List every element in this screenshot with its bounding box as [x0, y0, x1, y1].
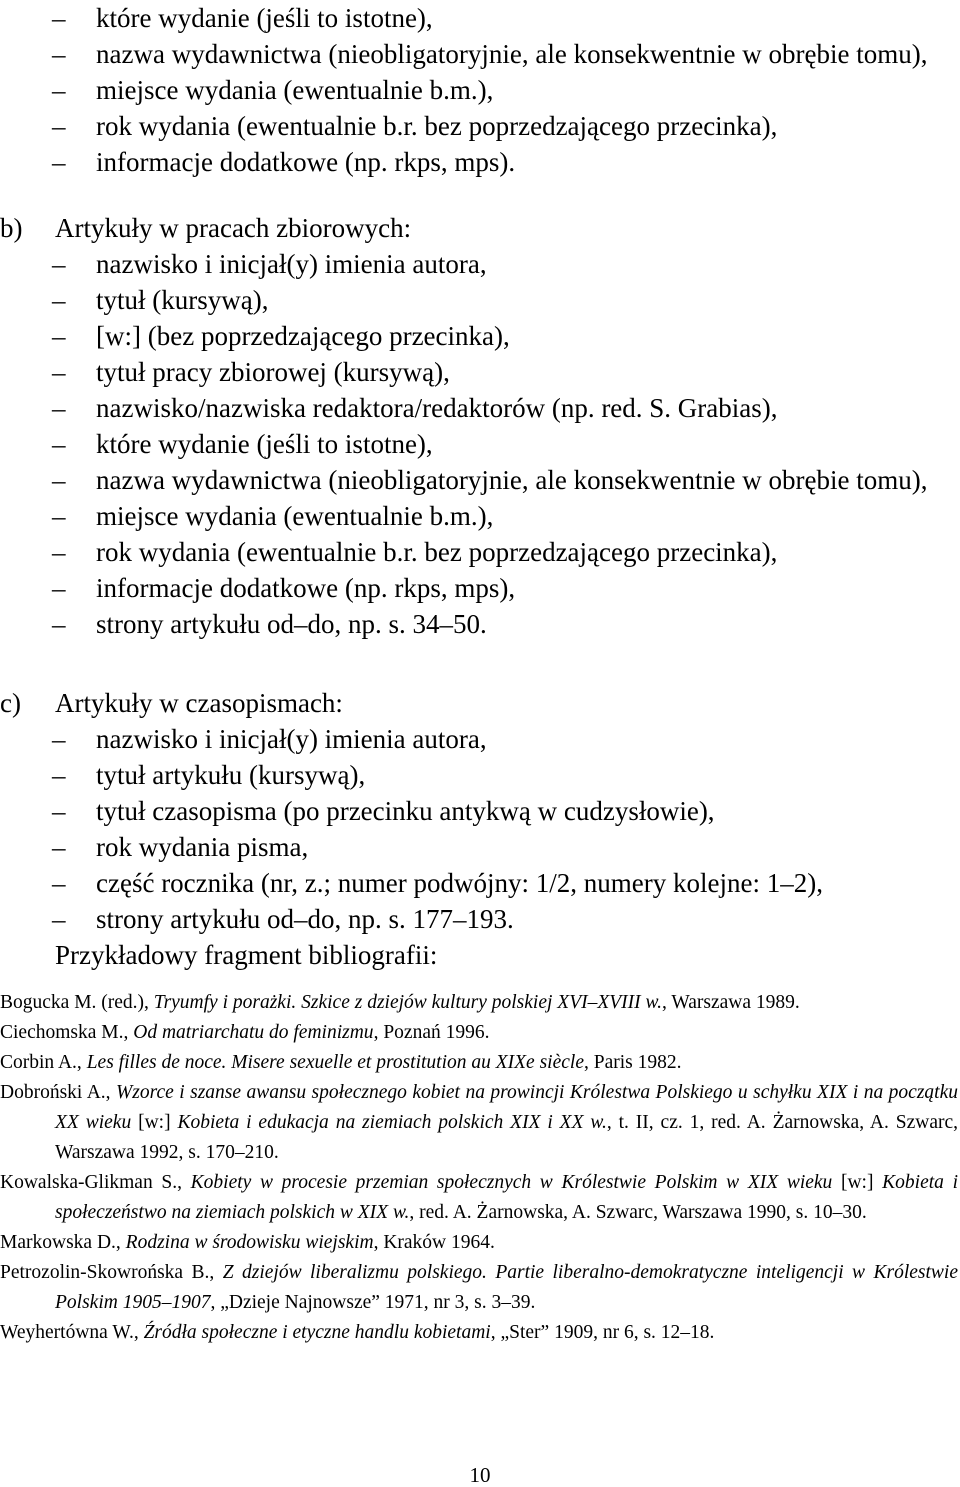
list-item-text: nazwa wydawnictwa (nieobligatoryjnie, ale konsekwentnie w obrębie tomu), [96, 465, 928, 495]
section-title: Artykuły w czasopismach: [55, 688, 343, 718]
list-item-text: nazwisko i inicjał(y) imienia autora, [96, 249, 487, 279]
entry-author: Dobroński A., [0, 1082, 117, 1103]
list-item [0, 498, 960, 534]
dash-bullet: – [52, 285, 66, 315]
bibliography-entry [0, 1318, 960, 1348]
entry-details: , red. A. Żarnowska, A. Szwarc, Warszawa 1990, s. 10–30. [409, 1202, 867, 1223]
dash-bullet: – [52, 609, 66, 639]
list-item [0, 72, 960, 108]
dash-bullet: – [52, 573, 66, 603]
list-item [0, 534, 960, 570]
entry-title: Rodzina w środowisku wiejskim [125, 1232, 374, 1253]
dash-bullet: – [52, 724, 66, 754]
list-item [0, 721, 960, 757]
entry-title: Les filles de noce. Misere sexuelle et prostitution au XIXe siècle [86, 1052, 584, 1073]
entry-details: , t. II, cz. 1, red. A. Żarnowska, A. Szwarc, Warszawa 1992, s. 170–210. [55, 1112, 959, 1163]
list-item [0, 282, 960, 318]
list-a-continuation [0, 0, 960, 180]
list-item-text: tytuł (kursywą), [96, 285, 269, 315]
dash-bullet: – [52, 904, 66, 934]
entry-title: Z dziejów liberalizmu polskiego. Partie liberalno-demokratyczne inteligencji w Królestwie Polskim 1905–1907 [55, 1262, 958, 1313]
dash-bullet: – [52, 39, 66, 69]
list-item-text: informacje dodatkowe (np. rkps, mps), [96, 573, 516, 603]
list-item [0, 793, 960, 829]
list-item [0, 570, 960, 606]
list-item-text: nazwisko i inicjał(y) imienia autora, [96, 724, 487, 754]
list-item-text: tytuł czasopisma (po przecinku antykwą w cudzysłowie), [96, 796, 715, 826]
entry-details: , „Ster” 1909, nr 6, s. 12–18. [490, 1322, 715, 1343]
list-item-text: część rocznika (nr, z.; numer podwójny: 1/2, numery kolejne: 1–2), [96, 868, 823, 898]
dash-bullet: – [52, 321, 66, 351]
dash-bullet: – [52, 3, 66, 33]
entry-collection-title: Kobieta i społeczeństwo na ziemiach polskich w XIX w. [55, 1172, 958, 1223]
dash-bullet: – [52, 537, 66, 567]
list-item-text: strony artykułu od–do, np. s. 177–193. [96, 904, 514, 934]
dash-bullet: – [52, 832, 66, 862]
list-item [0, 390, 960, 426]
list-item-text: informacje dodatkowe (np. rkps, mps). [96, 147, 516, 177]
bibliography-entry [0, 1168, 960, 1228]
list-item [0, 606, 960, 642]
dash-bullet: – [52, 249, 66, 279]
list-item-text: tytuł pracy zbiorowej (kursywą), [96, 357, 450, 387]
entry-author: Weyhertówna W., [0, 1322, 144, 1343]
entry-details: , Kraków 1964. [373, 1232, 495, 1253]
dash-bullet: – [52, 357, 66, 387]
list-item-text: miejsce wydania (ewentualnie b.m.), [96, 75, 494, 105]
dash-bullet: – [52, 501, 66, 531]
list-item-text: [w:] (bez poprzedzającego przecinka), [96, 321, 510, 351]
list-item [0, 0, 960, 36]
bibliography-entry [0, 988, 960, 1018]
list-item [0, 144, 960, 180]
list-item [0, 426, 960, 462]
entry-collection-title: Kobieta i edukacja na ziemiach polskich XIX i XX w. [177, 1112, 607, 1133]
entry-in-marker: [w:] [832, 1172, 883, 1193]
section-letter: c) [0, 688, 21, 718]
bibliography-entry [0, 1258, 960, 1318]
list-item-text: nazwisko/nazwiska redaktora/redaktorów (np. red. S. Grabias), [96, 393, 778, 423]
list-item [0, 757, 960, 793]
list-item-text: rok wydania pisma, [96, 832, 309, 862]
entry-details: , Poznań 1996. [373, 1022, 490, 1043]
list-item-text: strony artykułu od–do, np. s. 34–50. [96, 609, 487, 639]
entry-title: Od matriarchatu do feminizmu [133, 1022, 374, 1043]
list-item-text: tytuł artykułu (kursywą), [96, 760, 366, 790]
entry-author: Corbin A., [0, 1052, 87, 1073]
entry-author: Ciechomska M., [0, 1022, 134, 1043]
entry-title: Źródła społeczne i etyczne handlu kobietami [143, 1322, 491, 1343]
list-item-text: rok wydania (ewentualnie b.r. bez poprzedzającego przecinka), [96, 537, 778, 567]
list-item [0, 354, 960, 390]
entry-in-marker: [w:] [131, 1112, 178, 1133]
entry-title: Kobiety w procesie przemian społecznych w Królestwie Polskim w XIX wieku [190, 1172, 833, 1193]
bibliography-entry [0, 1228, 960, 1258]
entry-author: Markowska D., [0, 1232, 126, 1253]
bibliography-entry [0, 1048, 960, 1078]
dash-bullet: – [52, 147, 66, 177]
dash-bullet: – [52, 760, 66, 790]
list-item [0, 36, 960, 72]
entry-details: , Paris 1982. [583, 1052, 682, 1073]
list-item-text: które wydanie (jeśli to istotne), [96, 3, 433, 33]
list-item [0, 246, 960, 282]
dash-bullet: – [52, 393, 66, 423]
entry-author: Kowalska-Glikman S., [0, 1172, 191, 1193]
entry-details: , Warszawa 1989. [661, 992, 800, 1013]
section-title: Artykuły w pracach zbiorowych: [55, 213, 412, 243]
section-b-list [0, 246, 960, 642]
entry-author: Bogucka M. (red.), [0, 992, 154, 1013]
entry-title: Wzorce i szanse awansu społecznego kobiet na prowincji Królestwa Polskiego u schyłku XIX i na początku XX wieku [55, 1082, 958, 1133]
list-item-text: nazwa wydawnictwa (nieobligatoryjnie, ale konsekwentnie w obrębie tomu), [96, 39, 928, 69]
entry-title: Tryumfy i porażki. Szkice z dziejów kultury polskiej XVI–XVIII w. [153, 992, 662, 1013]
bibliography-entry [0, 1078, 960, 1168]
section-c-list [0, 721, 960, 937]
list-item [0, 901, 960, 937]
list-item-text: miejsce wydania (ewentualnie b.m.), [96, 501, 494, 531]
dash-bullet: – [52, 465, 66, 495]
list-item [0, 829, 960, 865]
bibliography-entry [0, 1018, 960, 1048]
list-item [0, 318, 960, 354]
list-item [0, 865, 960, 901]
example-heading: Przykładowy fragment bibliografii: [55, 940, 438, 970]
dash-bullet: – [52, 868, 66, 898]
dash-bullet: – [52, 429, 66, 459]
list-item-text: rok wydania (ewentualnie b.r. bez poprzedzającego przecinka), [96, 111, 778, 141]
dash-bullet: – [52, 796, 66, 826]
list-item [0, 462, 960, 498]
list-item-text: które wydanie (jeśli to istotne), [96, 429, 433, 459]
list-item [0, 108, 960, 144]
dash-bullet: – [52, 111, 66, 141]
dash-bullet: – [52, 75, 66, 105]
entry-author: Petrozolin-Skowrońska B., [0, 1262, 223, 1283]
bibliography-list [0, 988, 960, 1348]
entry-details: , „Dzieje Najnowsze” 1971, nr 3, s. 3–39. [210, 1292, 536, 1313]
section-letter: b) [0, 213, 23, 243]
page-number: 10 [469, 1463, 491, 1487]
